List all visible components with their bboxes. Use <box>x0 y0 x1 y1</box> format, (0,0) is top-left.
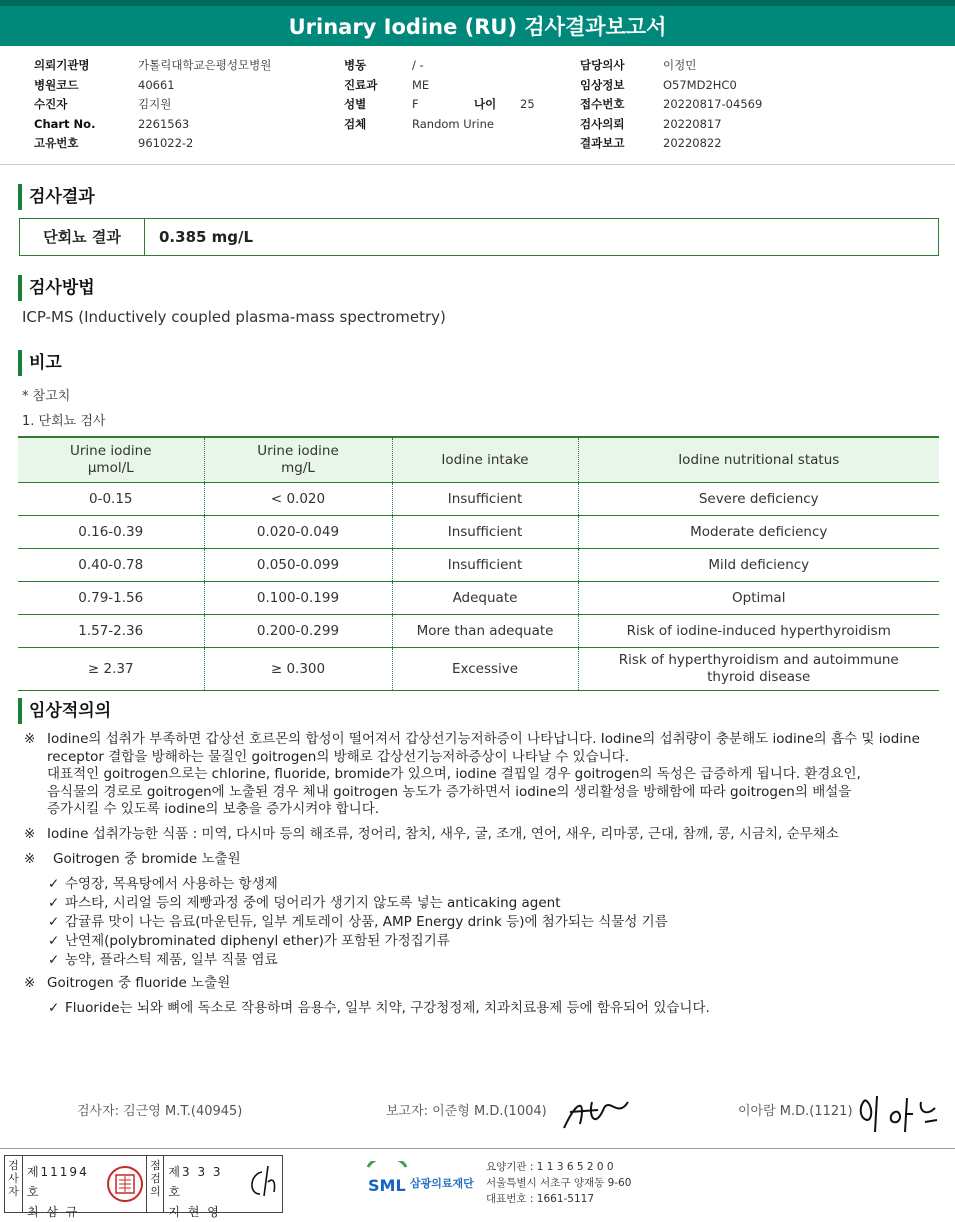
header-value: 20220817 <box>663 116 722 131</box>
report-title: Urinary Iodine (RU) 검사결과보고서 <box>0 0 955 46</box>
table-cell: 0.40-0.78 <box>18 549 204 582</box>
header-value: 20220817-04569 <box>663 97 763 111</box>
table-row <box>18 648 939 691</box>
header-row <box>34 115 271 135</box>
table-cell: Excessive <box>392 648 578 691</box>
table-cell: 0.79-1.56 <box>18 582 204 615</box>
reference-note: * 참고치 <box>22 389 71 404</box>
table-cell: 0.200-0.299 <box>204 615 392 648</box>
header-row <box>34 56 271 76</box>
table-cell: More than adequate <box>392 615 578 648</box>
person-name: 지 현 영 <box>168 1205 221 1219</box>
header-value: 40661 <box>138 77 175 92</box>
table-header: Iodine intake <box>392 437 578 483</box>
list-item: ✓ 감귤류 맛이 나는 음료(마운틴듀, 일부 게토레이 상품, AMP Energy drink 등)에 첨가되는 식물성 기름 <box>48 914 668 930</box>
note-mark-icon: ※ <box>24 975 36 991</box>
section-title-remarks: 비고 <box>18 350 62 376</box>
clinical-paragraph-3 <box>20 851 241 869</box>
table-cell: < 0.020 <box>204 483 392 516</box>
table-cell: Mild deficiency <box>578 549 939 582</box>
signature-mark <box>242 1156 282 1212</box>
header-row <box>580 76 762 96</box>
seal-icon <box>103 1156 147 1212</box>
table-header: Urine iodine mg/L <box>204 437 392 483</box>
header-value: F <box>412 97 419 111</box>
list-item: ✓ Fluoride는 뇌와 뼈에 독소로 작용하며 음용수, 일부 치약, 구강청정제, 치과치료용제 등에 함유되어 있습니다. <box>48 1000 710 1016</box>
tester-signature: 검사자: 김근영 M.T.(40945) <box>77 1104 243 1119</box>
header-row <box>34 95 271 115</box>
header-value: 20220822 <box>663 136 722 150</box>
header-value: 가톨릭대학교은평성모병원 <box>138 58 272 72</box>
note-mark-icon: ※ <box>24 826 36 842</box>
list-item: ✓ 농약, 플라스틱 제품, 일부 직물 염료 <box>48 952 278 968</box>
table-cell: 1.57-2.36 <box>18 615 204 648</box>
company-name: 삼광의료재단 <box>410 1177 474 1190</box>
header-key: Chart No. <box>34 116 96 131</box>
check-icon: ✓ <box>48 952 60 968</box>
header-value: Random Urine <box>412 116 494 131</box>
paragraph-line: Iodine의 섭취가 부족하면 갑상선 호르몬의 합성이 떨어져서 갑상선기능저하증이 나타납니다. Iodine의 섭취량이 충분해도 iodine의 흡수 및 iodine <box>47 731 920 747</box>
result-box <box>19 218 939 256</box>
table-cell: Insufficient <box>392 516 578 549</box>
check-icon: ✓ <box>48 1000 60 1016</box>
table-cell: 0.020-0.049 <box>204 516 392 549</box>
check-icon: ✓ <box>48 914 60 930</box>
header-key: 수진자 <box>34 97 68 111</box>
section-title-method: 검사방법 <box>18 275 95 301</box>
doctor-signature: 이아람 M.D.(1121) <box>738 1104 853 1119</box>
reporter-signature: 보고자: 이준형 M.D.(1004) <box>386 1104 547 1119</box>
paragraph-line: 음식물의 경로로 goitrogen에 노출된 경우 체내 goitrogen 농도가 증가하면서 iodine의 생리활성을 방해함에 따라 goitrogen의 배설을 <box>47 783 852 800</box>
table-header-row <box>18 437 939 483</box>
result-label: 단회뇨 결과 <box>20 219 145 255</box>
list-item: ✓ 난연제(polybrominated diphenyl ether)가 포함된 가정집기류 <box>48 933 450 949</box>
table-cell: ≥ 0.300 <box>204 648 392 691</box>
paragraph-line: receptor 결합을 방해하는 물질인 goitrogen의 방해로 갑상선기능저하증상이 나타날 수 있습니다. <box>47 748 630 765</box>
clinical-paragraph-4 <box>20 975 230 993</box>
header-row <box>580 134 762 154</box>
table-cell: ≥ 2.37 <box>18 648 204 691</box>
header-col-1 <box>34 56 271 154</box>
paragraph-line: Iodine 섭취가능한 식품 : 미역, 다시마 등의 해조류, 정어리, 참치, 새우, 굴, 조개, 연어, 새우, 리마콩, 근대, 참깨, 콩, 시금치, 순무채소 <box>47 826 839 842</box>
header-value: O57MD2HC0 <box>663 77 737 92</box>
result-value: 0.385 mg/L <box>159 228 254 246</box>
table-row <box>18 483 939 516</box>
table-header: Iodine nutritional status <box>578 437 939 483</box>
header-key: 성별 <box>344 97 367 111</box>
header-divider <box>0 164 955 165</box>
svg-text:SML: SML <box>368 1176 406 1195</box>
organization-info: 요양기관 : 1 1 3 6 5 2 0 0 서울특별시 서초구 양재동 9-60 대표번호 : 1661-5117 <box>486 1161 632 1205</box>
header-col-2 <box>344 56 535 134</box>
table-row <box>18 615 939 648</box>
section-title-clinical: 임상적의의 <box>18 698 111 724</box>
table-cell: Severe deficiency <box>578 483 939 516</box>
method-text: ICP-MS (Inductively coupled plasma-mass spectrometry) <box>22 308 446 326</box>
header-value: 김지원 <box>138 97 172 111</box>
paragraph-line: 대표적인 goitrogen으로는 chlorine, fluoride, bromide가 있으며, iodine 결핍일 경우 goitrogen의 독성은 급증하게 됩니다. 환경요인, <box>47 766 861 782</box>
header-key: 진료과 <box>344 77 378 92</box>
stamp-vertical-label: 검사자 <box>5 1156 23 1212</box>
header-value: 이정민 <box>663 58 697 72</box>
table-cell: 0.16-0.39 <box>18 516 204 549</box>
reference-table <box>18 436 939 691</box>
header-row <box>344 95 535 115</box>
check-icon: ✓ <box>48 876 60 892</box>
header-row <box>34 76 271 96</box>
check-icon: ✓ <box>48 895 60 911</box>
list-item: ✓ 수영장, 목욕탕에서 사용하는 항생제 <box>48 876 278 892</box>
license-number: 제3 3 3 호 <box>168 1165 223 1199</box>
header-col-3 <box>580 56 762 154</box>
table-cell: Moderate deficiency <box>578 516 939 549</box>
reference-subtitle: 1. 단회뇨 검사 <box>22 414 106 429</box>
header-row <box>344 115 535 135</box>
stamp-cell <box>23 1156 103 1219</box>
company-logo-icon <box>366 1161 408 1195</box>
section-title-result: 검사결과 <box>18 184 95 210</box>
table-cell: Insufficient <box>392 549 578 582</box>
table-cell: Risk of hyperthyroidism and autoimmune thyroid disease <box>578 648 939 691</box>
header-row <box>580 95 762 115</box>
table-row <box>18 549 939 582</box>
stamp-vertical-label: 점검의 <box>146 1156 164 1212</box>
table-cell: Adequate <box>392 582 578 615</box>
header-value: 2261563 <box>138 116 190 131</box>
header-value: / - <box>412 58 424 72</box>
header-key: 임상정보 <box>580 77 625 92</box>
header-row <box>580 56 762 76</box>
header-row <box>580 115 762 135</box>
clinical-paragraph-1 <box>20 731 920 819</box>
table-cell: Insufficient <box>392 483 578 516</box>
note-mark-icon: ※ <box>24 731 36 747</box>
note-mark-icon: ※ <box>24 851 36 867</box>
table-cell: Optimal <box>578 582 939 615</box>
table-row <box>18 582 939 615</box>
header-key: 병동 <box>344 58 367 72</box>
stamp-box <box>4 1155 283 1219</box>
clinical-paragraph-2 <box>20 826 839 844</box>
table-header: Urine iodine μmol/L <box>18 437 204 483</box>
paragraph-line: Goitrogen 중 bromide 노출원 <box>53 851 241 867</box>
table-cell: Risk of iodine-induced hyperthyroidism <box>578 615 939 648</box>
header-value: ME <box>412 77 430 92</box>
bromide-list <box>48 875 668 970</box>
stamp-cell <box>164 1156 242 1219</box>
paragraph-line: Goitrogen 중 fluoride 노출원 <box>47 975 231 991</box>
header-key: 검체 <box>344 116 367 131</box>
header-key: 결과보고 <box>580 136 625 150</box>
header-key: 접수번호 <box>580 97 625 111</box>
reporter-signature-mark <box>558 1088 638 1138</box>
header-value: 961022-2 <box>138 136 194 150</box>
header-key: 의뢰기관명 <box>34 58 90 72</box>
header-row <box>344 56 535 76</box>
header-key: 병원코드 <box>34 77 79 92</box>
doctor-signature-mark <box>855 1092 945 1138</box>
license-number: 제11194호 <box>26 1165 89 1199</box>
paragraph-line: 증가시킬 수 있도록 iodine의 보충을 증가시켜야 합니다. <box>47 801 380 817</box>
person-name: 최 삼 규 <box>26 1205 80 1219</box>
check-icon: ✓ <box>48 933 60 949</box>
table-cell: 0.100-0.199 <box>204 582 392 615</box>
header-row <box>344 76 535 96</box>
fluoride-list <box>48 999 710 1018</box>
table-cell: 0-0.15 <box>18 483 204 516</box>
list-item: ✓ 파스타, 시리얼 등의 제빵과정 중에 덩어리가 생기지 않도록 넣는 anticaking agent <box>48 895 561 911</box>
table-cell: 0.050-0.099 <box>204 549 392 582</box>
header-key: 고유번호 <box>34 136 79 150</box>
header-row <box>34 134 271 154</box>
table-row <box>18 516 939 549</box>
age-value: 25 <box>520 97 535 111</box>
header-key: 검사의뢰 <box>580 116 625 131</box>
header-key: 담당의사 <box>580 58 625 72</box>
footer <box>0 1148 955 1217</box>
age-key: 나이 <box>474 97 497 111</box>
